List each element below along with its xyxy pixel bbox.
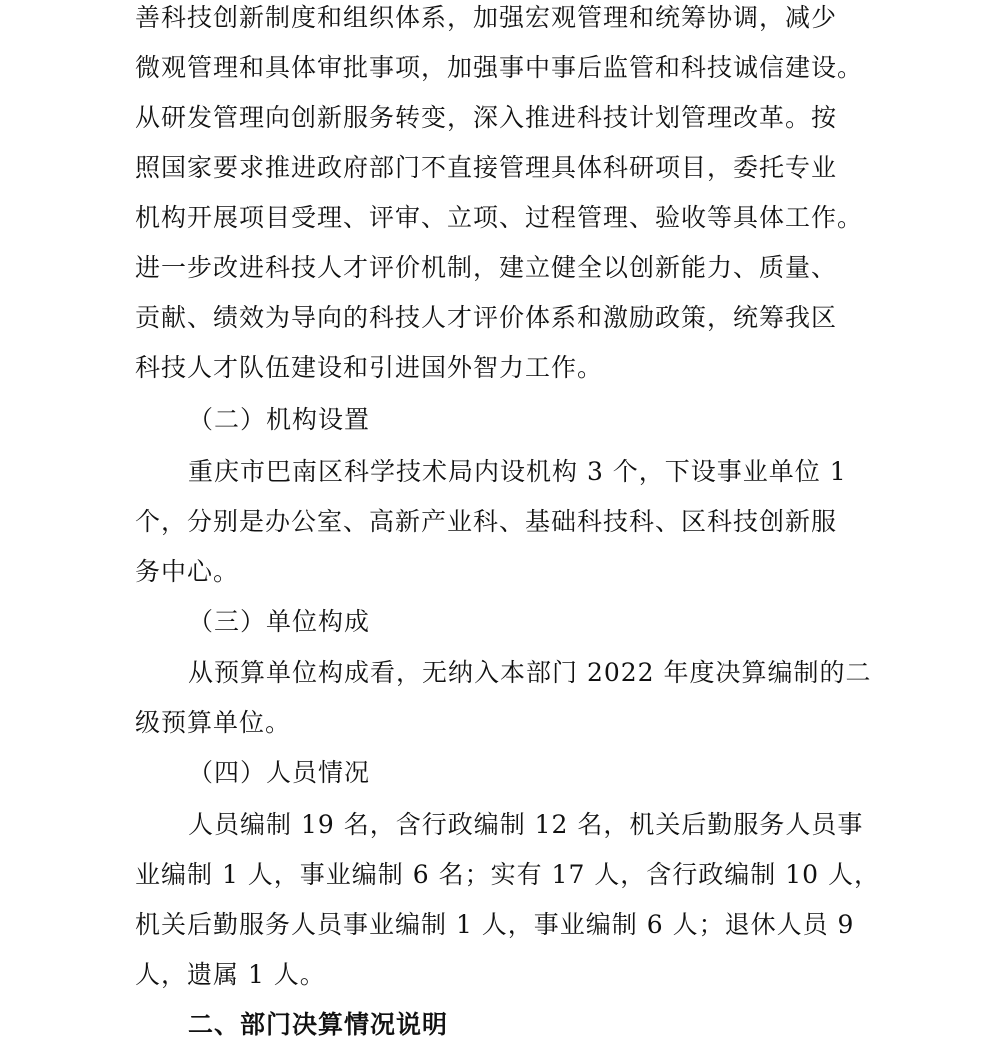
paragraph-line: 从研发管理向创新服务转变，深入推进科技计划管理改革。按 [135, 103, 838, 132]
paragraph-line: 重庆市巴南区科学技术局内设机构 3 个，下设事业单位 1 [188, 457, 847, 486]
paragraph-line: 个，分别是办公室、高新产业科、基础科技科、区科技创新服 [135, 507, 838, 536]
paragraph-line: 善科技创新制度和组织体系，加强宏观管理和统筹协调，减少 [135, 3, 838, 32]
section-heading-personnel: （四）人员情况 [188, 758, 371, 787]
paragraph-line: 人员编制 19 名，含行政编制 12 名，机关后勤服务人员事 [188, 810, 864, 839]
paragraph-line: 业编制 1 人，事业编制 6 名；实有 17 人，含行政编制 10 人， [135, 860, 881, 889]
paragraph-line: 机构开展项目受理、评审、立项、过程管理、验收等具体工作。 [135, 203, 864, 232]
paragraph-line: 照国家要求推进政府部门不直接管理具体科研项目，委托专业 [135, 153, 838, 182]
paragraph-line: 人，遗属 1 人。 [135, 960, 326, 989]
section-heading-organization: （二）机构设置 [188, 405, 371, 434]
section-heading-final-accounts: 二、部门决算情况说明 [188, 1010, 449, 1039]
paragraph-line: 进一步改进科技人才评价机制，建立健全以创新能力、质量、 [135, 253, 838, 282]
paragraph-line: 从预算单位构成看，无纳入本部门 2022 年度决算编制的二 [188, 658, 872, 687]
paragraph-line: 级预算单位。 [135, 708, 292, 737]
paragraph-line: 贡献、绩效为导向的科技人才评价体系和激励政策，统筹我区 [135, 303, 838, 332]
paragraph-line: 科技人才队伍建设和引进国外智力工作。 [135, 353, 604, 382]
section-heading-unit-composition: （三）单位构成 [188, 607, 371, 636]
paragraph-line: 微观管理和具体审批事项，加强事中事后监管和科技诚信建设。 [135, 53, 864, 82]
paragraph-line: 务中心。 [135, 557, 240, 586]
paragraph-line: 机关后勤服务人员事业编制 1 人，事业编制 6 人；退休人员 9 [135, 910, 855, 939]
